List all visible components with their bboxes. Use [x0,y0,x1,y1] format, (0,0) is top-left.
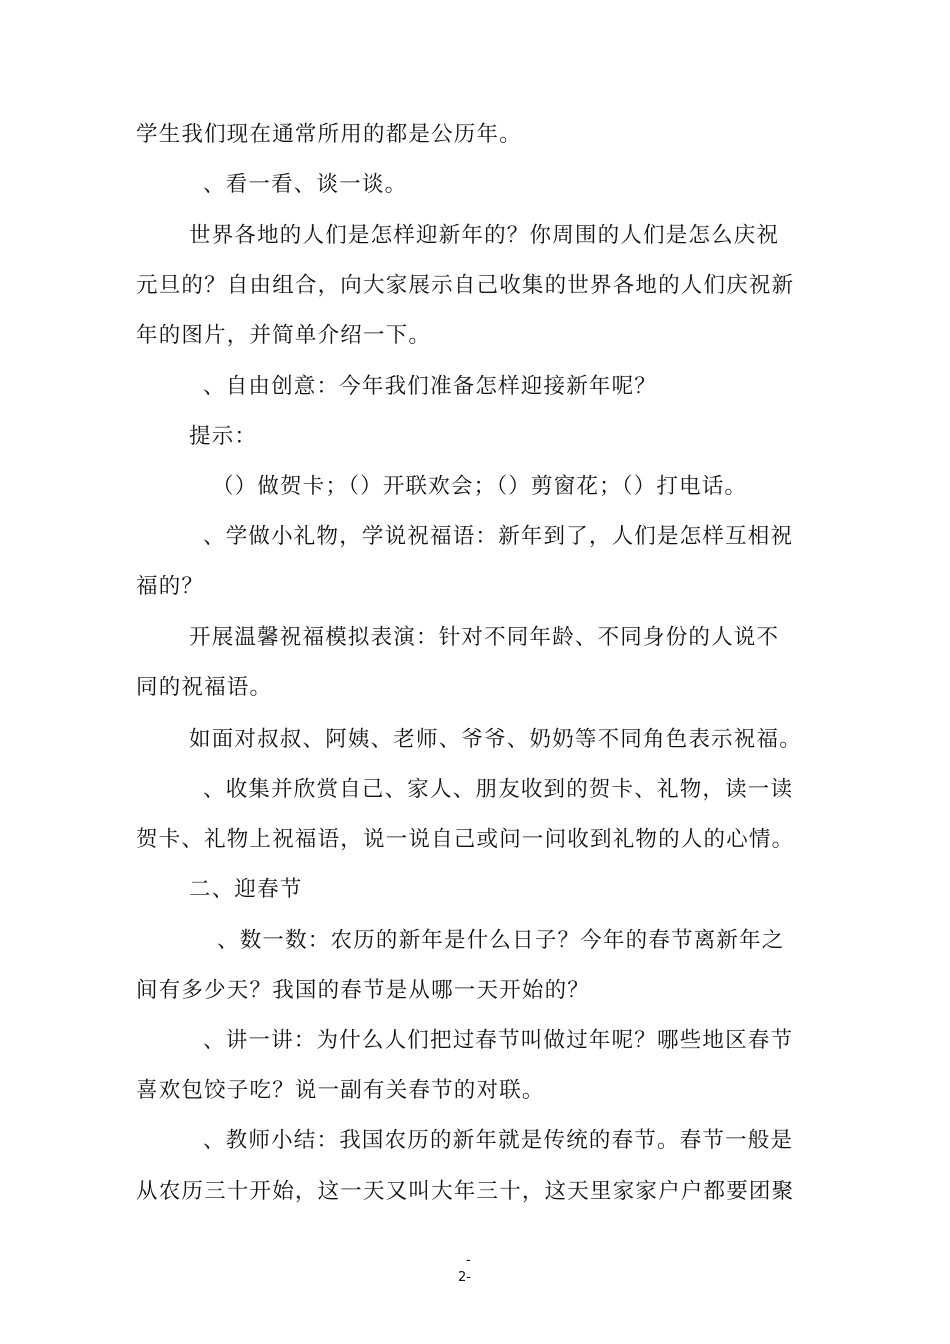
text-line: 同的祝福语。 [136,675,273,700]
text-line: 世界各地的人们是怎样迎新年的？你周围的人们是怎么庆祝 [189,223,780,248]
text-line: 元旦的？自由组合，向大家展示自己收集的世界各地的人们庆祝新 [136,273,795,298]
text-line: 福的？ [136,574,205,599]
text-line: 、讲一讲：为什么人们把过春节叫做过年呢？哪些地区春节 [203,1028,794,1053]
section-heading: 二、迎春节 [189,877,303,902]
text-line: 、看一看、谈一谈。 [203,172,408,197]
text-line: 、教师小结：我国农历的新年就是传统的春节。春节一般是 [203,1128,794,1153]
text-line: 开展温馨祝福模拟表演：针对不同年龄、不同身份的人说不 [189,625,780,650]
footer-dash: - [466,1253,471,1268]
text-line: 年的图片，并简单介绍一下。 [136,323,432,348]
text-line: 提示： [189,424,258,449]
page-number: 2- [458,1270,471,1285]
text-line: 、数一数：农历的新年是什么日子？今年的春节离新年之 [217,928,785,953]
text-line: （）做贺卡；（）开联欢会；（）剪窗花；（）打电话。 [212,474,748,499]
text-line: 、收集并欣赏自己、家人、朋友收到的贺卡、礼物，读一读 [203,777,794,802]
text-line: 喜欢包饺子吃？说一副有关春节的对联。 [136,1078,545,1103]
text-line: 、学做小礼物，学说祝福语：新年到了，人们是怎样互相祝 [203,524,794,549]
text-line: 贺卡、礼物上祝福语，说一说自己或问一问收到礼物的人的心情。 [136,827,795,852]
text-line: 、自由创意：今年我们准备怎样迎接新年呢？ [203,374,658,399]
text-line: 如面对叔叔、阿姨、老师、爷爷、奶奶等不同角色表示祝福。 [189,727,802,752]
text-line: 从农历三十开始，这一天又叫大年三十，这天里家家户户都要团聚 [136,1179,795,1204]
text-line: 学生我们现在通常所用的都是公历年。 [136,122,522,147]
text-line: 间有多少天？我国的春节是从哪一天开始的？ [136,978,591,1003]
